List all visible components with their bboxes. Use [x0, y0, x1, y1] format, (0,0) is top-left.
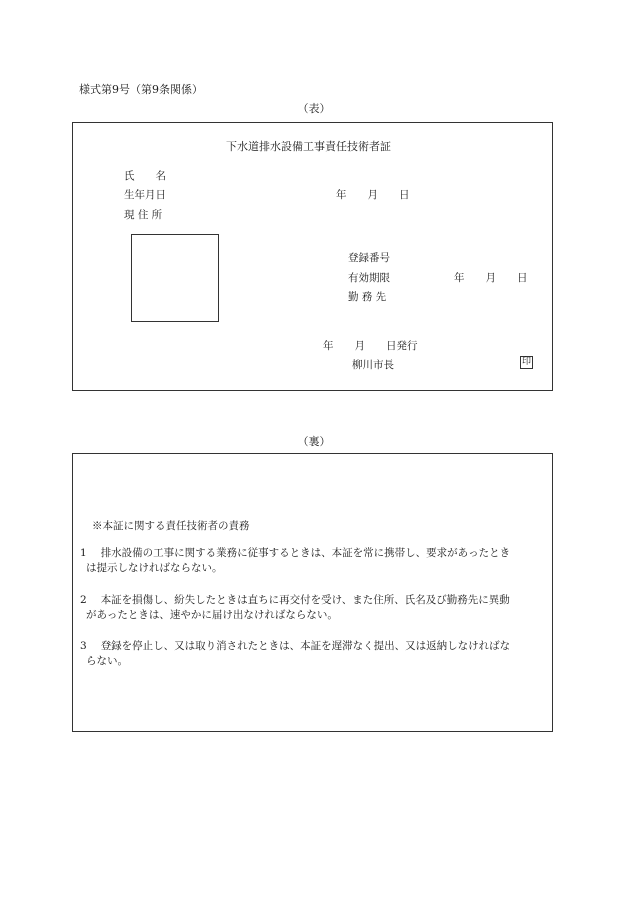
address-label: 現 住 所	[124, 209, 163, 221]
duty-text-continued: は提示しなければならない。	[86, 562, 223, 574]
birth-date-placeholder: 年 月 日	[336, 189, 410, 201]
valid-until-label: 有効期限	[348, 272, 390, 284]
form-reference: 様式第9号（第9条関係）	[79, 83, 203, 96]
duty-text-continued: があったときは、速やかに届け出なければならない。	[86, 609, 338, 621]
issuer-name: 柳川市長	[352, 359, 394, 371]
back-side-label: （裏）	[297, 435, 331, 448]
certificate-title: 下水道排水設備工事責任技術者証	[226, 140, 391, 153]
seal-mark: 印	[521, 357, 531, 367]
duty-item-3	[80, 639, 550, 669]
valid-until-placeholder: 年 月 日	[454, 272, 528, 284]
issue-date: 年 月 日発行	[323, 340, 418, 352]
duty-text-continued: らない。	[86, 655, 128, 667]
duty-number: 1	[80, 547, 87, 559]
registration-number-label: 登録番号	[348, 252, 390, 264]
front-side-label: （表）	[297, 102, 331, 115]
duty-number: 3	[80, 640, 87, 652]
duties-heading: ※本証に関する責任技術者の責務	[92, 520, 250, 532]
duty-text: 本証を損傷し、紛失したときは直ちに再交付を受け、また住所、氏名及び勤務先に異動	[100, 594, 510, 606]
name-label: 氏 名	[124, 170, 166, 182]
birth-date-label: 生年月日	[124, 189, 166, 201]
duty-item-2	[80, 593, 550, 623]
photo-box	[131, 234, 219, 322]
workplace-label: 勤 務 先	[348, 291, 387, 303]
duty-text: 排水設備の工事に関する業務に従事するときは、本証を常に携帯し、要求があったとき	[100, 547, 511, 559]
duty-text: 登録を停止し、又は取り消されたときは、本証を遅滞なく提出、又は返納しなければな	[100, 640, 511, 652]
duty-item-1	[80, 546, 550, 576]
duty-number: 2	[80, 594, 87, 606]
